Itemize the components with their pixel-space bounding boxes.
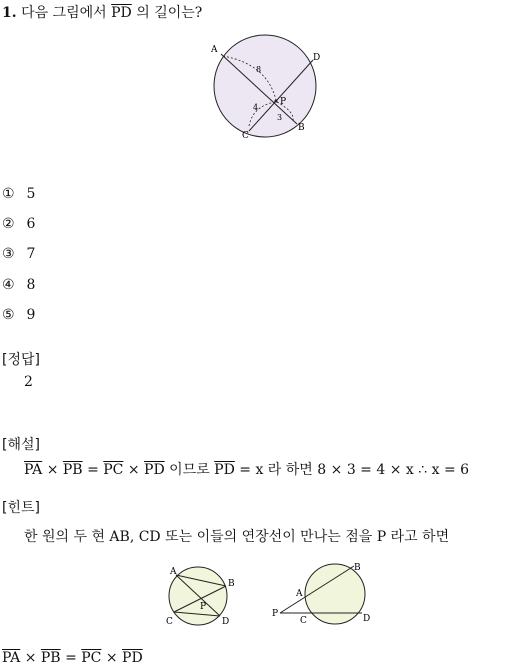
solution-seg-pd-2: $\overline{PD}$: [214, 462, 235, 478]
solution-text-1: 이므로: [169, 462, 210, 478]
figure1-label-a: A: [211, 45, 218, 55]
hint-left-label-a: A: [170, 567, 177, 577]
hint-left-label-d: D: [222, 617, 230, 627]
solution-seg-pd: $\overline{PD}$: [144, 462, 165, 478]
choice-5[interactable]: [2, 307, 35, 323]
solution-equals: =: [87, 462, 99, 478]
question-number: 1.: [2, 5, 17, 21]
solution-seg-pa: $\overline{PA}$: [24, 462, 43, 478]
answer-value: 2: [24, 374, 33, 390]
hint-formula-times-2: ×: [105, 650, 118, 666]
answer-heading: [정답]: [2, 352, 40, 368]
figure1-circle: [214, 35, 316, 137]
hint-formula-seg-pb: $\overline{PB}$: [40, 650, 61, 666]
choice-4-mark: ④: [2, 277, 15, 293]
choice-2[interactable]: [2, 216, 35, 232]
question-segment: $\overline{PD}$: [111, 5, 132, 21]
figure1-length-pc: 4: [253, 103, 259, 112]
choice-4-value: 8: [26, 277, 36, 293]
hint-right-label-p: P: [272, 609, 279, 619]
solution-line: [24, 459, 469, 479]
hint-formula: [2, 650, 143, 666]
solution-seg-pb: $\overline{PB}$: [62, 462, 83, 478]
figure1-point-p: [275, 100, 278, 103]
hint-text: 한 원의 두 현 AB, CD 또는 이들의 연장선이 만나는 점을 P 라고 하면: [24, 529, 450, 545]
hint-formula-seg-pa: $\overline{PA}$: [2, 650, 21, 666]
choice-5-value: 9: [26, 307, 36, 323]
solution-text-2: = x 라 하면 8 × 3 = 4 × x ∴ x = 6: [239, 462, 470, 478]
choice-2-value: 6: [26, 216, 36, 232]
solution-heading: [해설]: [2, 437, 40, 453]
choice-1-mark: ①: [2, 186, 15, 202]
solution-seg-pc: $\overline{PC}$: [103, 462, 124, 478]
hint-left-label-c: C: [166, 617, 173, 627]
figure1-length-pb: 3: [277, 113, 283, 122]
question-line: [2, 2, 202, 22]
figure1-label-p: P: [280, 97, 287, 107]
hint-right-label-a: A: [296, 589, 303, 599]
hint-right-label-d: D: [363, 614, 371, 624]
figure1-label-c: C: [242, 131, 249, 141]
figure1-label-b: B: [298, 123, 305, 133]
choice-3[interactable]: [2, 246, 35, 262]
hint-right-circle: [305, 564, 365, 624]
choice-3-mark: ③: [2, 246, 15, 262]
hint-figure-outside: [270, 560, 376, 628]
hint-right-label-b: B: [354, 563, 361, 573]
solution-times-1: ×: [46, 462, 59, 478]
solution-times-2: ×: [127, 462, 140, 478]
choice-3-value: 7: [26, 246, 36, 262]
figure-intersecting-chords: [205, 28, 325, 146]
choice-1[interactable]: [2, 186, 35, 202]
hint-figure-inside: [160, 562, 242, 628]
choice-4[interactable]: [2, 277, 35, 293]
question-text-before: 다음 그림에서: [21, 5, 107, 21]
hint-formula-times-1: ×: [24, 650, 37, 666]
hint-left-label-b: B: [228, 579, 235, 589]
hint-left-label-p: P: [200, 602, 207, 612]
hint-formula-equals: =: [65, 650, 77, 666]
hint-right-label-c: C: [300, 616, 307, 626]
question-text-after: 의 길이는?: [136, 5, 203, 21]
hint-heading: [힌트]: [2, 500, 40, 516]
choice-5-mark: ⑤: [2, 307, 15, 323]
figure1-length-pa: 8: [256, 65, 262, 74]
hint-formula-seg-pd: $\overline{PD}$: [122, 650, 143, 666]
hint-formula-seg-pc: $\overline{PC}$: [81, 650, 102, 666]
choice-1-value: 5: [26, 186, 36, 202]
choice-2-mark: ②: [2, 216, 15, 232]
figure1-label-d: D: [313, 53, 321, 63]
